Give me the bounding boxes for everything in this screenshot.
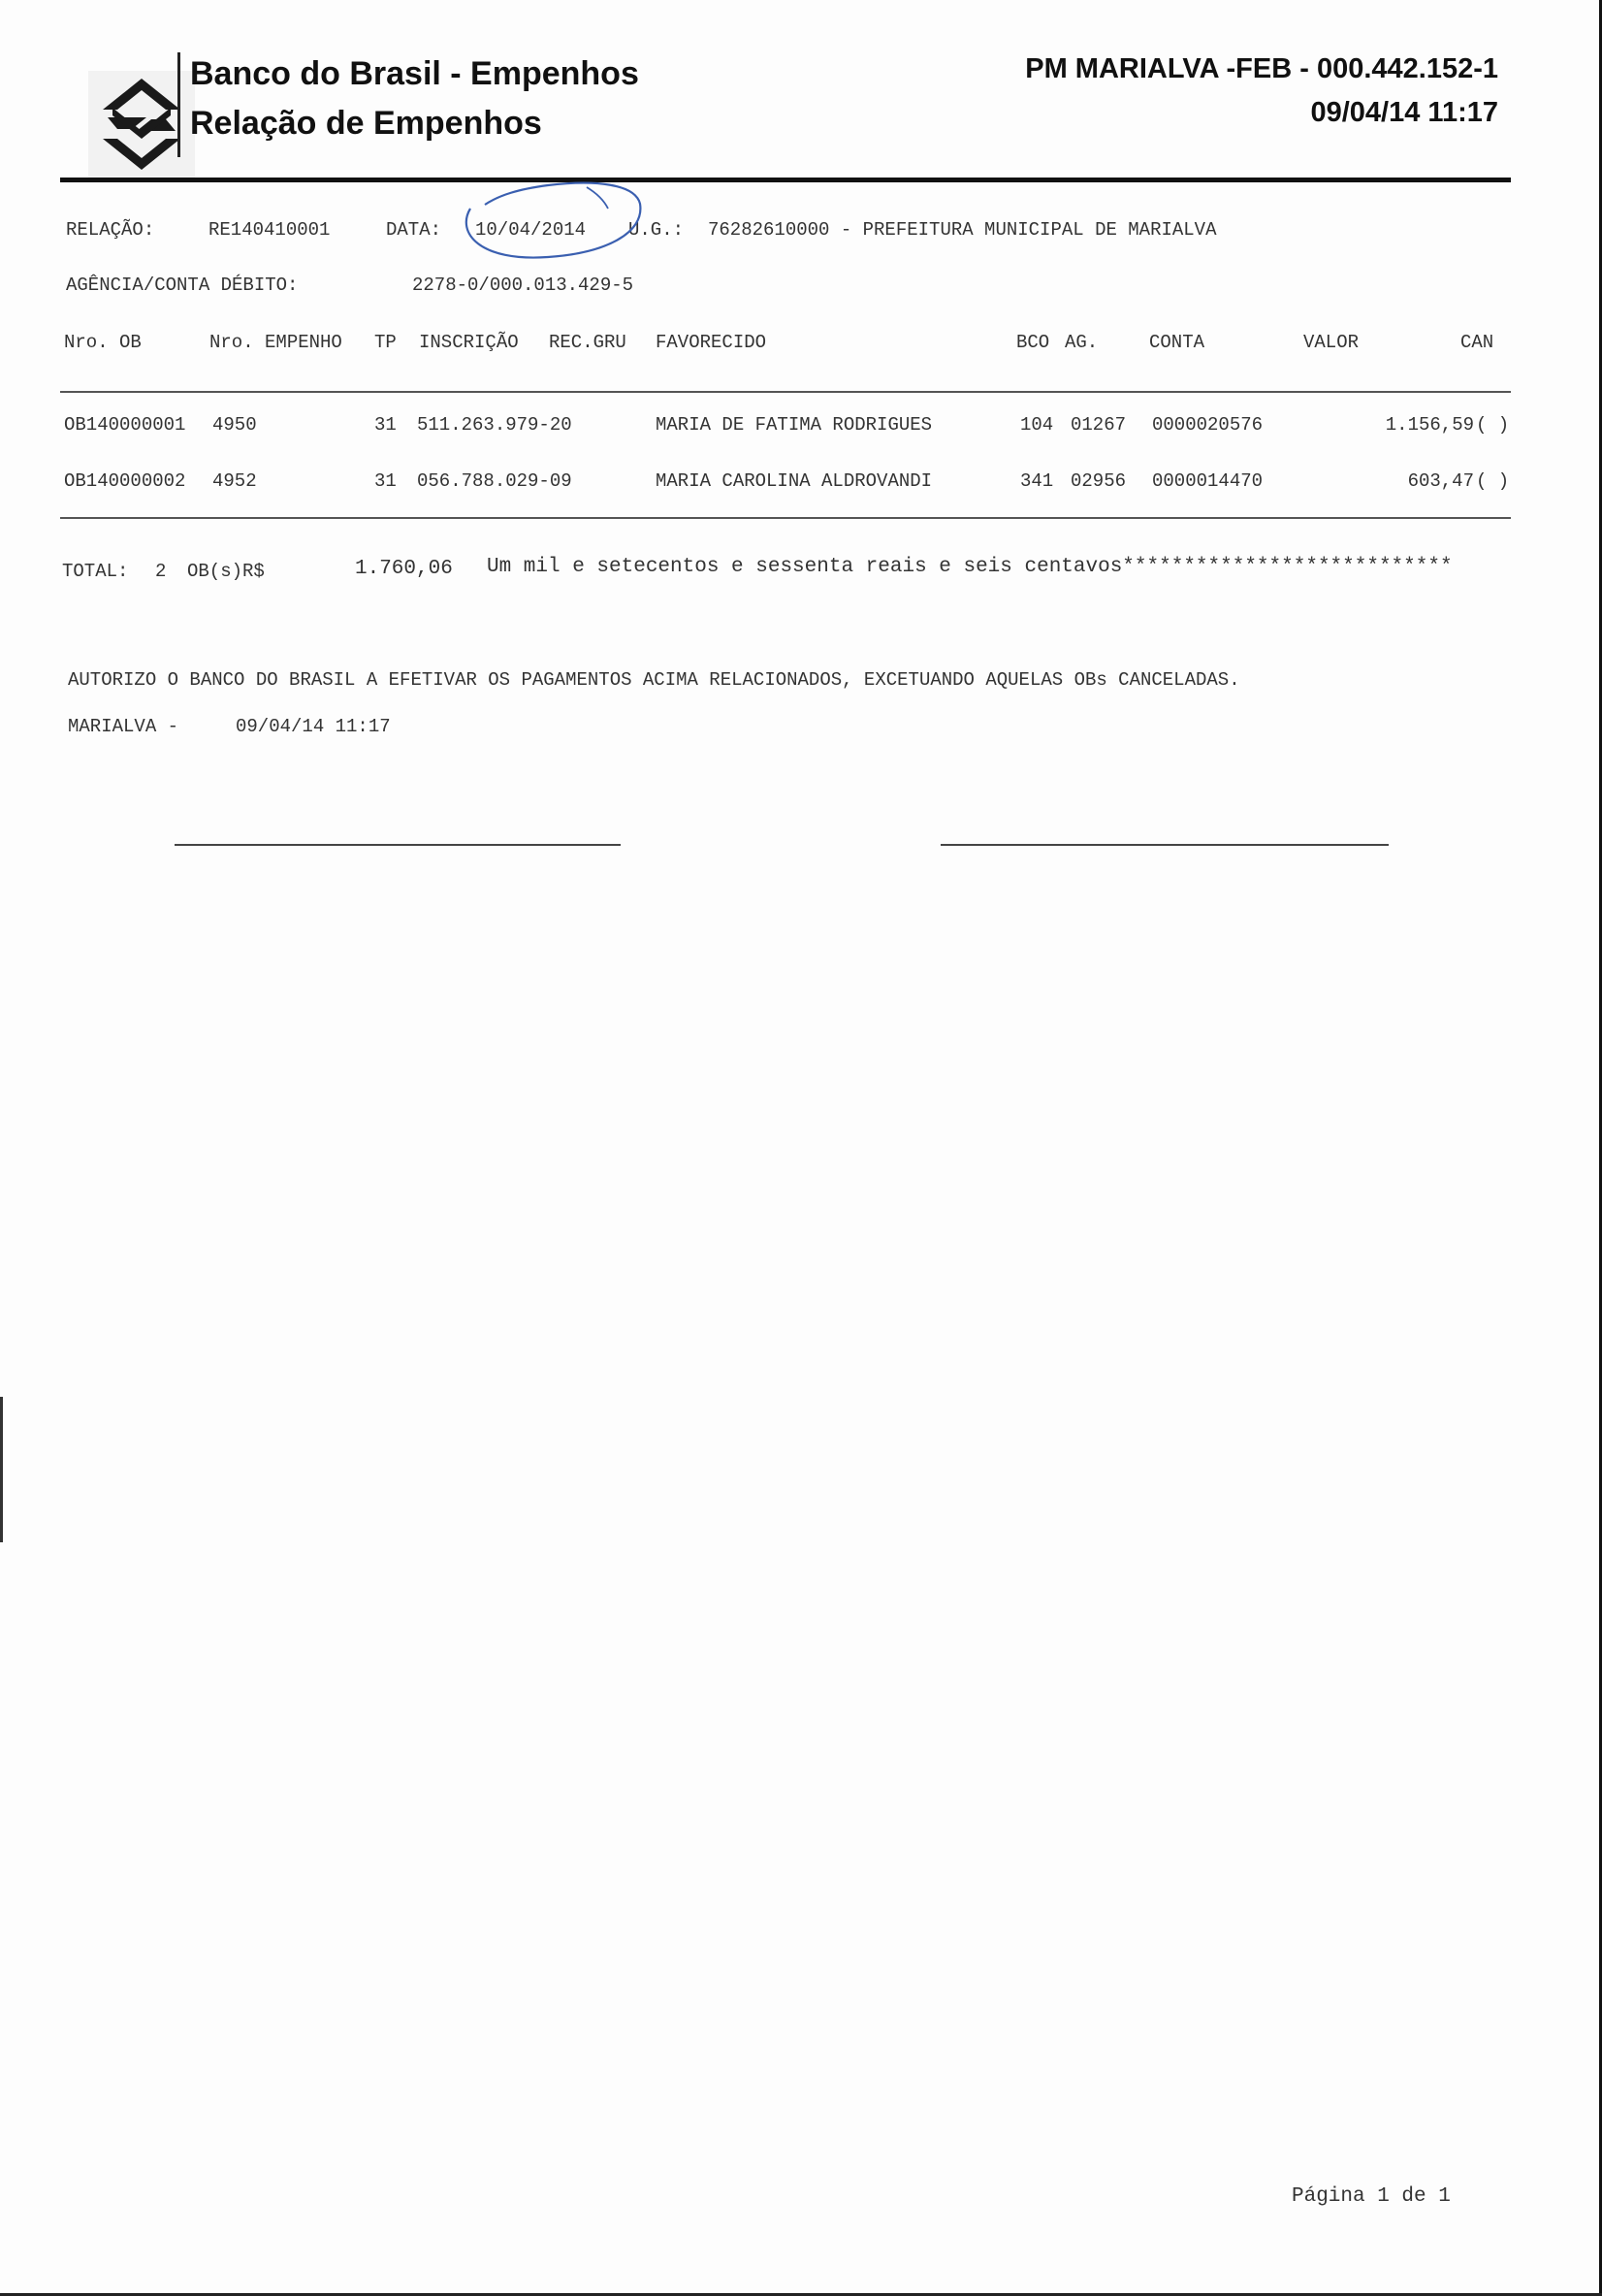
row-favorecido: MARIA DE FATIMA RODRIGUES xyxy=(656,414,933,436)
row-conta: 0000020576 xyxy=(1152,414,1264,436)
total-amount: 1.760,06 xyxy=(355,558,453,580)
col-nro-ob: Nro. OB xyxy=(64,332,142,353)
row-tp: 31 xyxy=(374,414,397,436)
authorization-datetime: 09/04/14 11:17 xyxy=(236,716,391,737)
col-favorecido: FAVORECIDO xyxy=(656,332,767,353)
row-bco: 341 xyxy=(1020,470,1054,492)
banco-do-brasil-logo-icon xyxy=(70,53,176,160)
row-valor: 603,47 xyxy=(1407,470,1474,492)
row-ag: 01267 xyxy=(1071,414,1127,436)
table-bottom-rule xyxy=(60,517,1511,519)
col-valor: VALOR xyxy=(1303,332,1360,353)
data-value: 10/04/2014 xyxy=(475,219,587,241)
agencia-value: 2278-0/000.013.429-5 xyxy=(412,275,634,296)
col-tp: TP xyxy=(374,332,397,353)
agencia-label: AGÊNCIA/CONTA DÉBITO: xyxy=(66,275,299,296)
ug-value: 76282610000 - PREFEITURA MUNICIPAL DE MARIALVA xyxy=(708,219,1217,241)
pen-circle-mark xyxy=(451,179,650,267)
scan-edge-left xyxy=(0,1397,3,1542)
row-conta: 0000014470 xyxy=(1152,470,1264,492)
authorization-place: MARIALVA - xyxy=(68,716,179,737)
row-inscricao: 511.263.979-20 xyxy=(417,414,572,436)
header-entity: PM MARIALVA -FEB - 000.442.152-1 xyxy=(1025,53,1498,84)
col-can: CAN xyxy=(1460,332,1494,353)
total-extenso: Um mil e setecentos e sessenta reais e seis centavos*************************** xyxy=(487,556,1453,578)
row-ob: OB140000002 xyxy=(64,470,186,492)
row-valor: 1.156,59 xyxy=(1385,414,1474,436)
row-empenho: 4950 xyxy=(212,414,257,436)
total-count-label: OB(s)R$ xyxy=(187,561,265,582)
row-tp: 31 xyxy=(374,470,397,492)
row-can: ( ) xyxy=(1476,470,1510,492)
row-favorecido: MARIA CAROLINA ALDROVANDI xyxy=(656,470,933,492)
row-empenho: 4952 xyxy=(212,470,257,492)
data-label: DATA: xyxy=(386,219,442,241)
header-subtitle: Relação de Empenhos xyxy=(190,105,542,142)
row-ob: OB140000001 xyxy=(64,414,186,436)
authorization-text: AUTORIZO O BANCO DO BRASIL A EFETIVAR OS PAGAMENTOS ACIMA RELACIONADOS, EXCETUANDO AQUELAS OBs CANCELADAS. xyxy=(68,669,1240,691)
signature-line-left xyxy=(175,844,621,846)
row-bco: 104 xyxy=(1020,414,1054,436)
table-top-rule xyxy=(60,391,1511,393)
page-number: Página 1 de 1 xyxy=(1292,2185,1451,2208)
row-can: ( ) xyxy=(1476,414,1510,436)
row-inscricao: 056.788.029-09 xyxy=(417,470,572,492)
col-bco: BCO xyxy=(1016,332,1050,353)
col-rec-gru: REC.GRU xyxy=(549,332,626,353)
ug-label: U.G.: xyxy=(628,219,685,241)
total-label: TOTAL: xyxy=(62,561,129,582)
col-inscricao: INSCRIÇÃO xyxy=(419,332,519,353)
row-ag: 02956 xyxy=(1071,470,1127,492)
col-nro-empenho: Nro. EMPENHO xyxy=(209,332,342,353)
col-ag: AG. xyxy=(1065,332,1099,353)
col-conta: CONTA xyxy=(1149,332,1205,353)
header-datetime: 09/04/14 11:17 xyxy=(1310,97,1498,128)
relacao-label: RELAÇÃO: xyxy=(66,219,155,241)
relacao-value: RE140410001 xyxy=(208,219,331,241)
signature-line-right xyxy=(941,844,1389,846)
header-rule xyxy=(60,178,1511,182)
total-count: 2 xyxy=(155,561,167,582)
header-title: Banco do Brasil - Empenhos xyxy=(190,55,639,92)
logo-divider xyxy=(177,52,180,157)
